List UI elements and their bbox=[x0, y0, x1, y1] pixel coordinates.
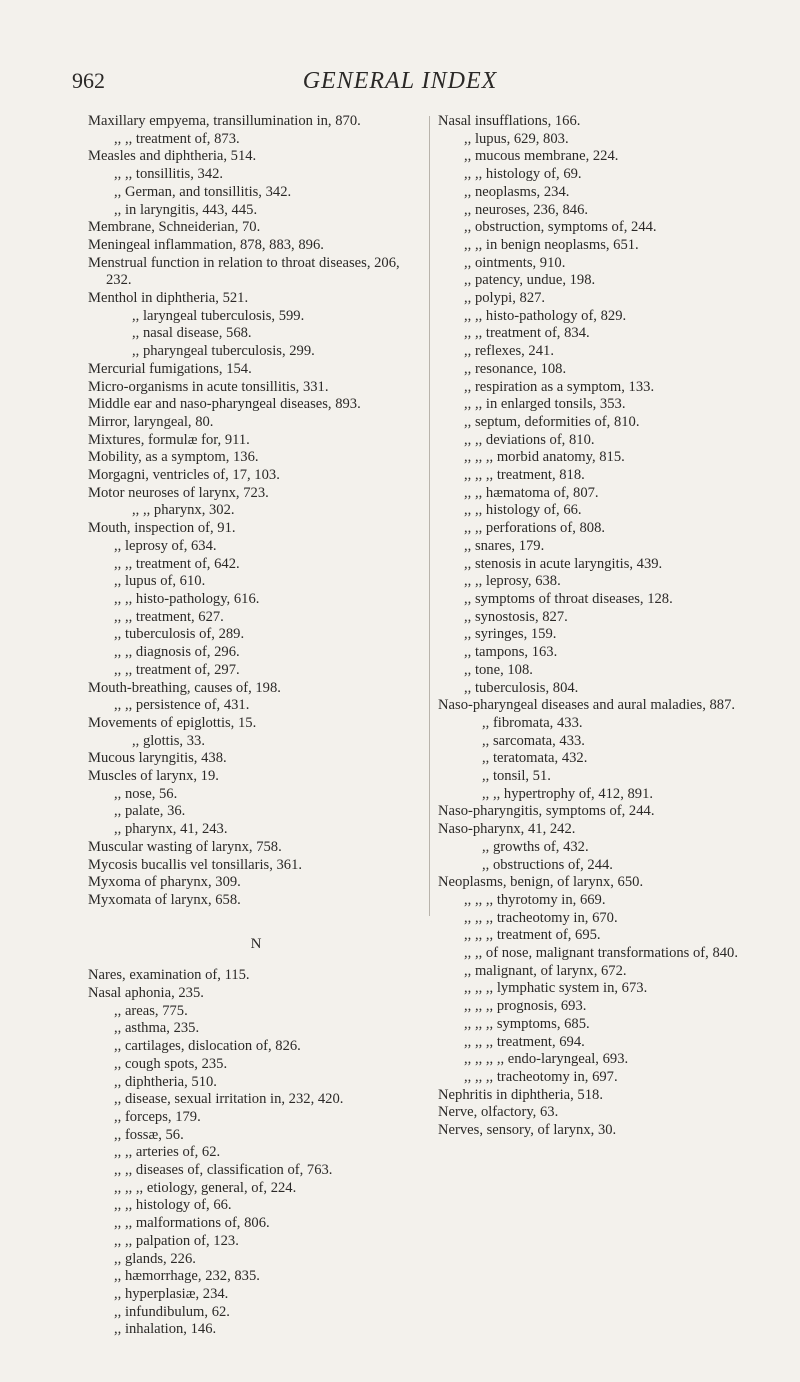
index-entry: Menstrual function in relation to throat diseases, 206, 232. bbox=[88, 254, 400, 289]
index-entry: ,, inhalation, 146. bbox=[114, 1321, 217, 1338]
index-entry: ,, polypi, 827. bbox=[464, 290, 546, 307]
index-entry: ,, hæmorrhage, 232, 835. bbox=[114, 1268, 260, 1285]
index-entry: Nasal insufflations, 166. bbox=[438, 113, 581, 129]
index-entry: ,, forceps, 179. bbox=[114, 1108, 201, 1125]
index-entry: Middle ear and naso-pharyngeal diseases, 893. bbox=[88, 396, 361, 413]
index-entry: Mercurial fumigations, 154. bbox=[88, 360, 252, 377]
index-entry: Myxomata of larynx, 658. bbox=[88, 891, 241, 908]
index-entry: ,, fibromata, 433. bbox=[482, 714, 583, 731]
index-entry: ,, ,, treatment of, 873. bbox=[114, 130, 240, 147]
index-entry: Mouth, inspection of, 91. bbox=[88, 520, 236, 537]
index-entry: ,, ,, treatment of, 642. bbox=[114, 555, 240, 572]
index-entry: ,, stenosis in acute laryngitis, 439. bbox=[464, 555, 663, 572]
index-entries-n bbox=[88, 967, 424, 1339]
index-entry: Neoplasms, benign, of larynx, 650. bbox=[438, 874, 644, 891]
index-entry: Mouth-breathing, causes of, 198. bbox=[88, 679, 281, 696]
index-entry: ,, ,, diseases of, classification of, 763. bbox=[114, 1162, 333, 1179]
index-entry: Muscular wasting of larynx, 758. bbox=[88, 838, 282, 855]
index-entry: ,, ,, histology of, 69. bbox=[464, 166, 582, 183]
index-entry: Motor neuroses of larynx, 723. bbox=[88, 484, 269, 501]
index-entry: Mixtures, formulæ for, 911. bbox=[88, 431, 250, 448]
index-entry: ,, lupus, 629, 803. bbox=[464, 130, 569, 147]
index-entry: ,, ,, treatment of, 297. bbox=[114, 661, 240, 678]
index-entry: ,, ,, perforations of, 808. bbox=[464, 520, 606, 537]
index-entry: ,, hyperplasiæ, 234. bbox=[114, 1286, 229, 1302]
index-entry: ,, areas, 775. bbox=[114, 1002, 188, 1019]
index-entry: ,, nasal disease, 568. bbox=[132, 325, 252, 342]
index-entry: Naso-pharynx, 41, 242. bbox=[438, 821, 576, 838]
page-number: 962 bbox=[72, 68, 105, 93]
index-entry: ,, leprosy of, 634. bbox=[114, 537, 217, 554]
index-entry: Mycosis bucallis vel tonsillaris, 361. bbox=[88, 856, 303, 873]
index-entry: ,, ,, ,, ,, endo-laryngeal, 693. bbox=[464, 1051, 629, 1068]
index-entry: ,, ,, ,, morbid anatomy, 815. bbox=[464, 449, 625, 466]
index-entry: ,, disease, sexual irritation in, 232, 420. bbox=[114, 1091, 344, 1108]
index-entry: Nerve, olfactory, 63. bbox=[438, 1104, 559, 1121]
index-entry: ,, ,, arteries of, 62. bbox=[114, 1144, 221, 1161]
index-entry: ,, tuberculosis of, 289. bbox=[114, 626, 245, 643]
index-entry: ,, ,, ,, thyrotomy in, 669. bbox=[464, 891, 606, 908]
index-column-right bbox=[438, 113, 778, 1140]
index-entry: ,, neuroses, 236, 846. bbox=[464, 201, 589, 218]
index-entry: Muscles of larynx, 19. bbox=[88, 768, 219, 785]
index-entry: ,, lupus of, 610. bbox=[114, 573, 206, 590]
index-entry: Maxillary empyema, transillumination in, 870. bbox=[88, 113, 361, 129]
running-title: GENERAL INDEX bbox=[302, 68, 498, 94]
index-entry: ,, ,, palpation of, 123. bbox=[114, 1232, 239, 1249]
index-entry: Myxoma of pharynx, 309. bbox=[88, 874, 241, 891]
index-entry: Nephritis in diphtheria, 518. bbox=[438, 1086, 603, 1103]
index-entry: ,, ,, ,, etiology, general, of, 224. bbox=[114, 1179, 297, 1196]
index-entry: ,, ,, ,, prognosis, 693. bbox=[464, 998, 587, 1015]
index-entry: Nasal aphonia, 235. bbox=[88, 985, 204, 1002]
index-entry: Nares, examination of, 115. bbox=[88, 967, 250, 984]
index-entry: ,, diphtheria, 510. bbox=[114, 1073, 217, 1090]
index-entry: ,, asthma, 235. bbox=[114, 1020, 200, 1037]
index-entry: ,, ,, treatment of, 834. bbox=[464, 325, 590, 342]
index-entry: ,, ,, in benign neoplasms, 651. bbox=[464, 236, 639, 253]
index-entry: ,, cartilages, dislocation of, 826. bbox=[114, 1038, 301, 1055]
index-entry: ,, teratomata, 432. bbox=[482, 750, 588, 767]
index-entry: ,, obstructions of, 244. bbox=[482, 856, 613, 873]
index-entry: ,, growths of, 432. bbox=[482, 838, 589, 855]
index-entries-m bbox=[88, 113, 424, 910]
index-entry: ,, ,, persistence of, 431. bbox=[114, 697, 250, 714]
index-entry: ,, palate, 36. bbox=[114, 803, 186, 820]
index-entry: ,, obstruction, symptoms of, 244. bbox=[464, 219, 657, 236]
index-entry: ,, pharynx, 41, 243. bbox=[114, 821, 228, 838]
index-entry: Mobility, as a symptom, 136. bbox=[88, 449, 259, 466]
index-entry: ,, snares, 179. bbox=[464, 537, 545, 554]
index-entry: ,, tuberculosis, 804. bbox=[464, 679, 579, 696]
index-entry: Mucous laryngitis, 438. bbox=[88, 750, 227, 767]
index-entry: ,, septum, deformities of, 810. bbox=[464, 413, 640, 430]
index-entries-right bbox=[438, 113, 778, 1140]
index-entry: Membrane, Schneiderian, 70. bbox=[88, 219, 261, 236]
index-entry: ,, ,, pharynx, 302. bbox=[132, 502, 235, 519]
index-entry: ,, nose, 56. bbox=[114, 785, 178, 802]
index-entry: ,, ,, histology of, 66. bbox=[114, 1197, 232, 1214]
index-entry: ,, ,, tonsillitis, 342. bbox=[114, 166, 224, 183]
index-entry: Morgagni, ventricles of, 17, 103. bbox=[88, 467, 280, 484]
index-entry: ,, ,, of nose, malignant transformations of, 840. bbox=[464, 945, 738, 962]
column-divider bbox=[429, 116, 430, 916]
index-entry: ,, ,, ,, lymphatic system in, 673. bbox=[464, 980, 648, 997]
index-entry: ,, ,, ,, treatment, 818. bbox=[464, 467, 585, 484]
index-entry: ,, cough spots, 235. bbox=[114, 1055, 228, 1072]
index-entry: ,, tone, 108. bbox=[464, 661, 533, 678]
index-entry: ,, ,, deviations of, 810. bbox=[464, 431, 595, 448]
index-entry: ,, ,, hypertrophy of, 412, 891. bbox=[482, 785, 654, 802]
index-entry: Naso-pharyngeal diseases and aural maladies, 887. bbox=[438, 697, 736, 714]
index-entry: ,, German, and tonsillitis, 342. bbox=[114, 183, 292, 200]
index-entry: ,, resonance, 108. bbox=[464, 360, 567, 377]
index-entry: ,, synostosis, 827. bbox=[464, 608, 568, 625]
index-entry: ,, sarcomata, 433. bbox=[482, 732, 585, 749]
index-entry: ,, reflexes, 241. bbox=[464, 343, 554, 360]
index-entry: ,, ,, ,, treatment of, 695. bbox=[464, 927, 601, 944]
index-entry: Micro-organisms in acute tonsillitis, 331. bbox=[88, 378, 329, 395]
index-entry: ,, ,, histo-pathology, 616. bbox=[114, 590, 260, 607]
index-entry: ,, ,, ,, symptoms, 685. bbox=[464, 1015, 590, 1032]
index-entry: ,, ,, malformations of, 806. bbox=[114, 1215, 270, 1232]
index-entry: ,, mucous membrane, 224. bbox=[464, 148, 619, 165]
index-column-left bbox=[88, 113, 424, 1339]
index-entry: Nerves, sensory, of larynx, 30. bbox=[438, 1122, 617, 1139]
index-entry: ,, laryngeal tuberculosis, 599. bbox=[132, 307, 305, 324]
page-header bbox=[0, 56, 800, 96]
index-entry: ,, in laryngitis, 443, 445. bbox=[114, 201, 258, 218]
section-letter: N bbox=[250, 935, 262, 952]
index-entry: ,, neoplasms, 234. bbox=[464, 183, 570, 200]
index-entry: ,, infundibulum, 62. bbox=[114, 1303, 230, 1320]
index-entry: ,, patency, undue, 198. bbox=[464, 272, 596, 289]
index-entry: ,, ,, in enlarged tonsils, 353. bbox=[464, 396, 626, 413]
index-entry: ,, syringes, 159. bbox=[464, 626, 557, 643]
index-entry: ,, fossæ, 56. bbox=[114, 1126, 184, 1143]
index-entry: ,, ,, ,, tracheotomy in, 697. bbox=[464, 1068, 618, 1085]
index-entry: ,, ,, treatment, 627. bbox=[114, 608, 224, 625]
index-entry: Meningeal inflammation, 878, 883, 896. bbox=[88, 236, 324, 253]
index-entry: ,, symptoms of throat diseases, 128. bbox=[464, 590, 673, 607]
index-entry: Measles and diphtheria, 514. bbox=[88, 148, 257, 165]
index-entry: ,, pharyngeal tuberculosis, 299. bbox=[132, 343, 315, 360]
index-entry: Naso-pharyngitis, symptoms of, 244. bbox=[438, 803, 655, 820]
index-entry: Mirror, laryngeal, 80. bbox=[88, 413, 214, 430]
index-entry: ,, ,, histo-pathology of, 829. bbox=[464, 307, 627, 324]
index-entry: ,, ,, ,, tracheotomy in, 670. bbox=[464, 909, 618, 926]
index-entry: ,, respiration as a symptom, 133. bbox=[464, 378, 655, 395]
index-entry: Menthol in diphtheria, 521. bbox=[88, 290, 249, 307]
index-entry: Movements of epiglottis, 15. bbox=[88, 714, 257, 731]
index-entry: ,, tampons, 163. bbox=[464, 644, 558, 661]
index-entry: ,, ,, hæmatoma of, 807. bbox=[464, 484, 599, 501]
index-entry: ,, glands, 226. bbox=[114, 1250, 196, 1267]
index-entry: ,, malignant, of larynx, 672. bbox=[464, 962, 627, 979]
index-entry: ,, ,, ,, treatment, 694. bbox=[464, 1033, 585, 1050]
index-entry: ,, ,, histology of, 66. bbox=[464, 502, 582, 519]
index-entry: ,, ,, diagnosis of, 296. bbox=[114, 644, 240, 661]
index-entry: ,, ,, leprosy, 638. bbox=[464, 573, 561, 590]
index-entry: ,, tonsil, 51. bbox=[482, 768, 551, 785]
index-entry: ,, ointments, 910. bbox=[464, 254, 566, 271]
index-entry: ,, glottis, 33. bbox=[132, 732, 205, 749]
